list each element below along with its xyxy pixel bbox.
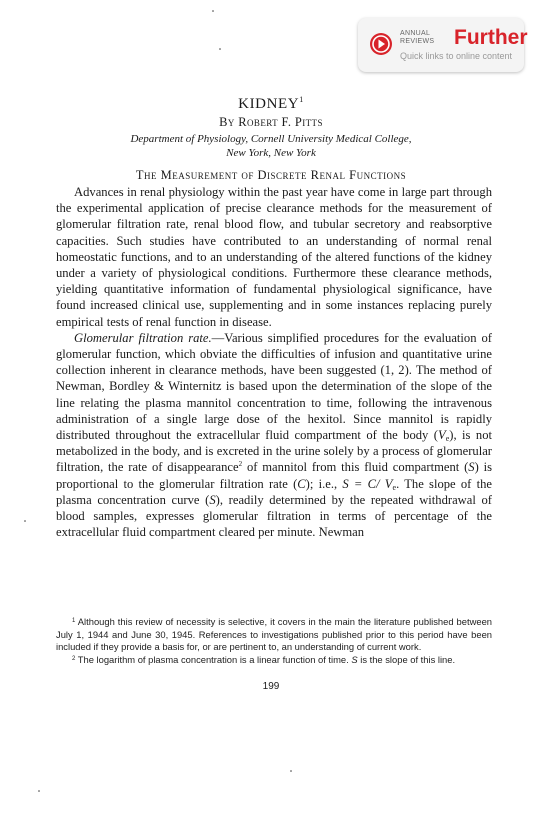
- text-run: of mannitol from this fluid compartment (: [242, 460, 469, 475]
- text-run: . The slope of the plasma concentration curve (: [56, 476, 492, 507]
- title-text: KIDNEY: [238, 96, 300, 112]
- paragraph-2-lead: Glomerular filtration rate.: [74, 330, 212, 345]
- sub-e: e: [445, 434, 450, 444]
- paragraph-2: [56, 330, 492, 541]
- arrow-play-icon: [370, 33, 392, 55]
- paragraph-1: Advances in renal physiology within the past year have come in large part through the experimental application of precise clearance methods for the measurement of glomerular filtration rate, renal blood flow, and tubular secretory and reabsorptive capacities. Such studies have contributed to an understanding of normal renal homeostatic functions, and to an understanding of the altered functions of the kidney under a variety of physiological conditions. Furthermore these clearance methods, yielding quantitative information of fundamental physiological significance, have found increased clinical use, supplementing and in some instances replacing purely empirical tests of renal function in disease.: [56, 185, 492, 329]
- article-title: [0, 91, 542, 113]
- affiliation-line-2: New York, New York: [226, 147, 316, 159]
- footnote-2-text: The logarithm of plasma concentration is a linear function of time.: [75, 653, 352, 665]
- quick-links-label: Quick links to online content: [400, 51, 513, 61]
- var-S: S: [468, 460, 475, 475]
- text-run: ), is not metabolized in the body, and is excreted in the urine solely by a process of glomerular filtration, the rate of disappearance: [56, 428, 492, 475]
- var-V: V: [437, 428, 446, 443]
- var-S: S: [209, 492, 216, 507]
- scan-speck: [38, 790, 40, 792]
- footnotes: [56, 616, 492, 666]
- footnote-1-text: Although this review of necessity is selective, it covers in the main the literature published between July 1, 1944 and June 30, 1945. References to investigations published prior to this period have been included if they provide a basis for, or are pertinent to, an understanding of current work.: [56, 616, 492, 653]
- further-links-badge[interactable]: [358, 18, 528, 72]
- scan-speck: [24, 520, 26, 522]
- footnote-1-mark: 1: [72, 618, 76, 624]
- text-run: —Various simplified procedures for the evaluation of glomerular function, which obviate the difficulties of infusion and quantitative urine collection inherent in clearance methods, have been suggested (1, 2). The method of Newman, Bordley & Winternitz is based upon the determination of the slope of the line relating the plasma mannitol concentration to time, following the intravenous administration of a single large dose of the hexitol. Since mannitol is rapidly distributed throughout the extracellular fluid compartment of the body (: [56, 330, 492, 443]
- footnote-2-text: is the slope of this line.: [357, 653, 456, 665]
- text-run: ); i.e.,: [305, 476, 343, 491]
- var-S: S: [351, 653, 358, 665]
- scan-speck: [290, 770, 292, 772]
- footnote-2: [56, 654, 492, 667]
- footnote-2-mark: 2: [72, 655, 76, 662]
- section-heading: The Measurement of Discrete Renal Functions: [135, 168, 407, 182]
- title-footnote-mark: 1: [299, 95, 304, 104]
- footnote-mark-2: 2: [238, 460, 243, 469]
- further-label: Further: [454, 26, 528, 49]
- page-number: 199: [262, 681, 280, 692]
- sub-e: e: [392, 482, 397, 492]
- var-C: C: [297, 476, 306, 491]
- text-run: ), readily determined by the repeated withdrawal of blood samples, expresses glomerular filtration in terms of percentage of the extracellular fluid compartment cleared per minute. Newman: [56, 492, 493, 540]
- footnote-1: [56, 616, 492, 654]
- author-line: By Robert F. Pitts: [219, 115, 323, 129]
- article-body: [56, 184, 492, 540]
- affiliation-line-1: Department of Physiology, Cornell University Medical College,: [130, 133, 412, 145]
- scan-speck: [212, 10, 214, 12]
- equation: S = C/ V: [342, 476, 393, 491]
- text-run: ) is proportional to the glomerular filtration rate (: [56, 460, 492, 491]
- scan-speck: [219, 48, 221, 50]
- affiliation: [0, 132, 542, 160]
- annual-reviews-label: ANNUAL REVIEWS: [400, 30, 435, 45]
